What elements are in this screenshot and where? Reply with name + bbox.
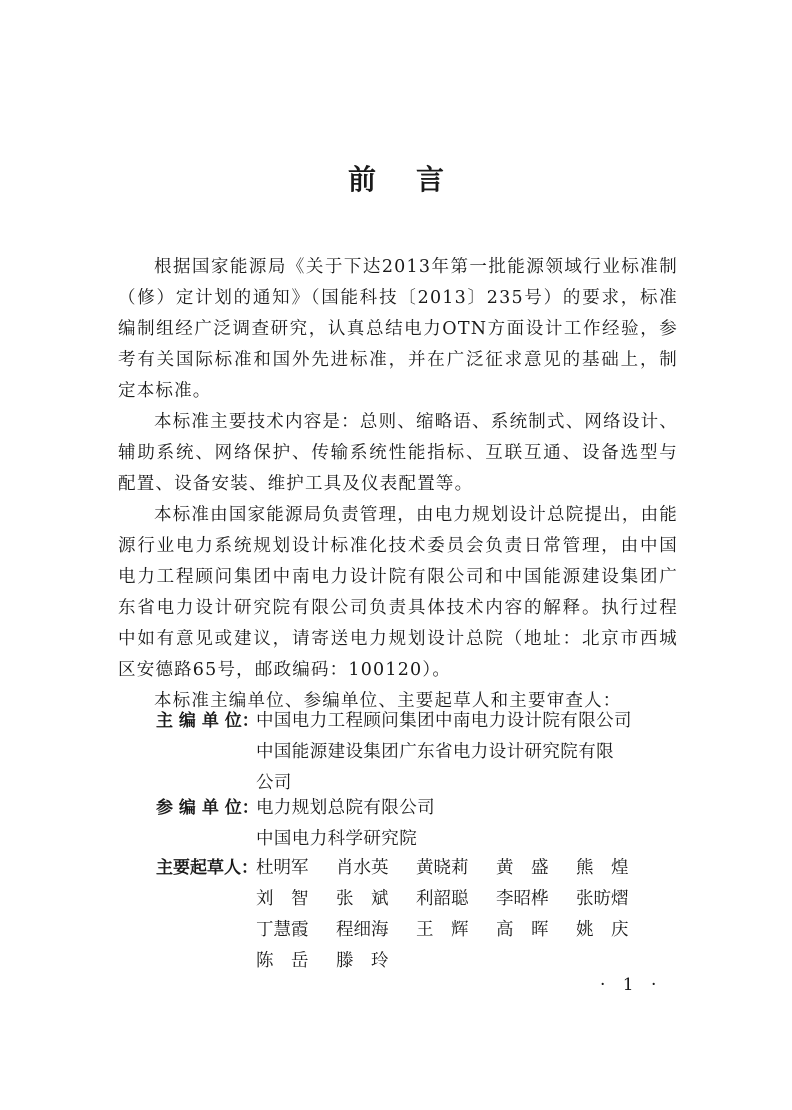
drafter-name: 杜明军 bbox=[256, 858, 309, 878]
drafter-name: 熊 煌 bbox=[576, 858, 629, 878]
participating-label: 参 编 单 位： bbox=[156, 798, 259, 818]
drafter-name: 陈 岳 bbox=[256, 951, 309, 971]
drafter-name: 张 斌 bbox=[336, 889, 389, 909]
drafter-name: 姚 庆 bbox=[576, 920, 629, 940]
drafter-name: 刘 智 bbox=[256, 889, 309, 909]
drafter-name: 张昉熠 bbox=[576, 889, 629, 909]
drafter-name: 程细海 bbox=[336, 920, 389, 940]
drafters-label: 主要起草人： bbox=[156, 858, 258, 878]
drafter-name: 丁慧霞 bbox=[256, 920, 309, 940]
participating-unit: 电力规划总院有限公司 bbox=[256, 798, 435, 818]
drafter-name: 黄 盛 bbox=[496, 858, 549, 878]
drafter-name: 肖水英 bbox=[336, 858, 389, 878]
chief-editor-unit: 公司 bbox=[256, 773, 292, 793]
drafter-name: 李昭桦 bbox=[496, 889, 549, 909]
preface-paragraph: 本标准由国家能源局负责管理，由电力规划设计总院提出，由能源行业电力系统规划设计标准化技术委员会负责日常管理，由中国电力工程顾问集团中南电力设计院有限公司和中国能源建设集团广东省电力设计研究院有限公司负责具体技术内容的解释。执行过程中如有意见或建议，请寄送电力规划设计总院（地址：北京市西城区安德路65号，邮政编码：100120）。 bbox=[118, 505, 678, 680]
preface-paragraph: 本标准主要技术内容是：总则、缩略语、系统制式、网络设计、辅助系统、网络保护、传输系统性能指标、互联互通、设备选型与配置、设备安装、维护工具及仪表配置等。 bbox=[118, 412, 678, 494]
chief-editor-section bbox=[156, 706, 686, 799]
chief-editor-unit: 中国电力工程顾问集团中南电力设计院有限公司 bbox=[256, 711, 632, 731]
participating-section bbox=[156, 793, 686, 855]
page-number: · 1 · bbox=[600, 975, 663, 995]
page-title: 前言 bbox=[347, 163, 484, 196]
drafter-name: 滕 玲 bbox=[336, 951, 389, 971]
drafters-section bbox=[156, 853, 686, 977]
drafter-name: 黄晓莉 bbox=[416, 858, 469, 878]
preface-paragraph: 根据国家能源局《关于下达2013年第一批能源领域行业标准制（修）定计划的通知》（国能科技〔2013〕235号）的要求，标准编制组经广泛调查研究，认真总结电力OTN方面设计工作经验，参考有关国际标准和国外先进标准，并在广泛征求意见的基础上，制定本标准。 bbox=[118, 257, 678, 401]
chief-editor-unit: 中国能源建设集团广东省电力设计研究院有限 bbox=[256, 742, 614, 762]
drafter-name: 利韶聪 bbox=[416, 889, 469, 909]
drafter-name: 王 辉 bbox=[416, 920, 469, 940]
participating-unit: 中国电力科学研究院 bbox=[256, 829, 418, 849]
preface-body bbox=[118, 252, 678, 717]
drafters-names bbox=[256, 853, 656, 977]
chief-editor-label: 主 编 单 位： bbox=[156, 711, 259, 731]
preface-paragraph: 本标准主编单位、参编单位、主要起草人和主要审查人： bbox=[154, 691, 622, 711]
drafter-name: 高 晖 bbox=[496, 920, 549, 940]
